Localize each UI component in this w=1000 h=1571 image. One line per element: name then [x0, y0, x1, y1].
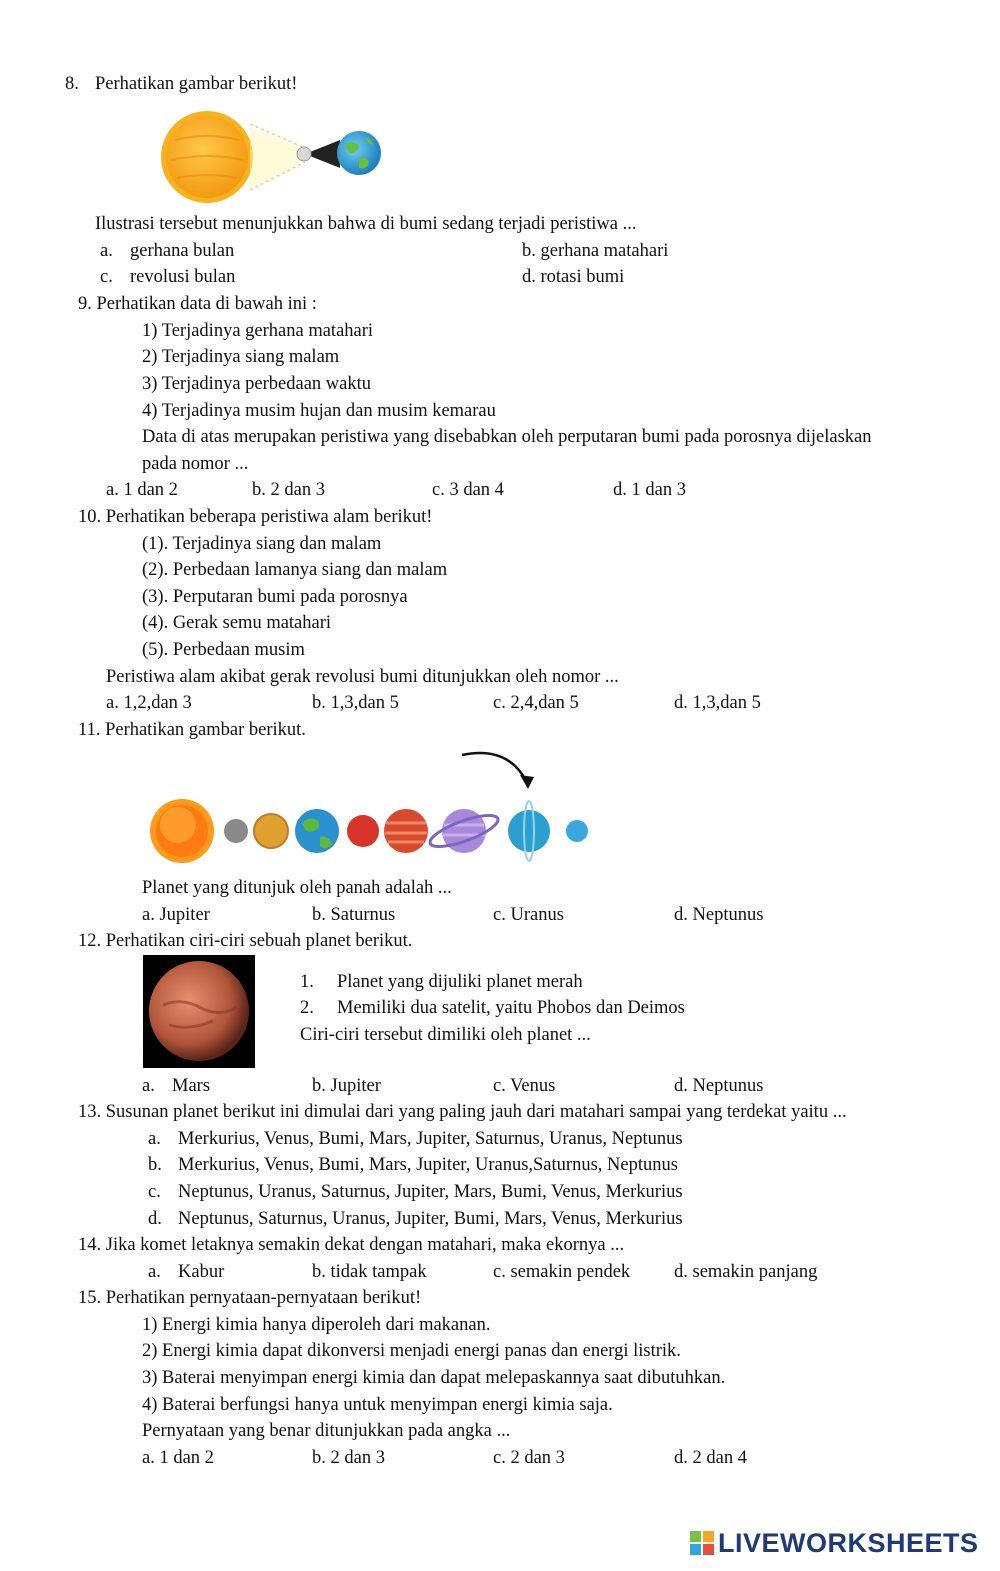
- q11-option-b[interactable]: b. Saturnus: [312, 905, 396, 925]
- q9-option-a[interactable]: a. 1 dan 2: [106, 480, 178, 500]
- sun-icon: [161, 111, 253, 203]
- q10-stem: 10. Perhatikan beberapa peristiwa alam berikut!: [78, 507, 433, 527]
- q12-item-number: 2.: [300, 998, 314, 1018]
- q12-option-c[interactable]: c. Venus: [493, 1076, 556, 1096]
- q13-option-c-letter: c.: [148, 1182, 161, 1202]
- q15-option-d[interactable]: d. 2 dan 4: [674, 1448, 747, 1468]
- q14-option-a[interactable]: Kabur: [178, 1262, 225, 1282]
- q14-stem: 14. Jika komet letaknya semakin dekat dengan matahari, maka ekornya ...: [78, 1235, 625, 1255]
- q15-option-b[interactable]: b. 2 dan 3: [312, 1448, 385, 1468]
- q12-item: Memiliki dua satelit, yaitu Phobos dan Deimos: [337, 998, 685, 1018]
- q14-option-a-letter: a.: [148, 1262, 161, 1282]
- liveworksheets-brand: LIVEWORKSHEETS: [718, 1527, 979, 1558]
- liveworksheets-logo[interactable]: [690, 1526, 979, 1560]
- q8-option-c-letter: c.: [100, 267, 113, 287]
- mars-icon: [149, 961, 249, 1061]
- q12-item-number: 1.: [300, 972, 314, 992]
- q9-item: 1) Terjadinya gerhana matahari: [142, 321, 374, 341]
- q8-option-b[interactable]: b. gerhana matahari: [522, 241, 669, 261]
- q10-option-b[interactable]: b. 1,3,dan 5: [312, 693, 399, 713]
- earth-icon: [337, 131, 381, 175]
- q10-item: (5). Perbedaan musim: [142, 640, 305, 660]
- q15-option-a[interactable]: a. 1 dan 2: [142, 1448, 214, 1468]
- q12-option-d[interactable]: d. Neptunus: [674, 1076, 764, 1096]
- q12-item: Planet yang dijuliki planet merah: [337, 972, 583, 992]
- mercury-icon: [224, 819, 248, 843]
- q10-option-c[interactable]: c. 2,4,dan 5: [493, 693, 579, 713]
- q13-option-d-letter: d.: [148, 1209, 162, 1229]
- q9-item: 4) Terjadinya musim hujan dan musim kemarau: [142, 401, 496, 421]
- q15-stem: 15. Perhatikan pernyataan-pernyataan berikut!: [78, 1288, 422, 1308]
- liveworksheets-logo-icon: [690, 1531, 714, 1555]
- q10-option-a[interactable]: a. 1,2,dan 3: [106, 693, 192, 713]
- moon-icon: [297, 147, 311, 161]
- q9-option-b[interactable]: b. 2 dan 3: [252, 480, 325, 500]
- jupiter-icon: [384, 809, 428, 853]
- q9-option-d[interactable]: d. 1 dan 3: [613, 480, 686, 500]
- q15-item: 1) Energi kimia hanya diperoleh dari makanan.: [142, 1315, 491, 1335]
- q11-stem: 11. Perhatikan gambar berikut.: [78, 720, 306, 740]
- q8-option-a-letter: a.: [100, 241, 113, 261]
- q10-item: (3). Perputaran bumi pada porosnya: [142, 587, 408, 607]
- mars-photo: [143, 955, 255, 1068]
- q11-option-c[interactable]: c. Uranus: [493, 905, 564, 925]
- q13-stem: 13. Susunan planet berikut ini dimulai dari yang paling jauh dari matahari sampai yang terdekat yaitu ...: [78, 1102, 847, 1122]
- earth-icon: [295, 809, 339, 853]
- q8-stem: Perhatikan gambar berikut!: [95, 74, 298, 94]
- q14-option-c[interactable]: c. semakin pendek: [493, 1262, 631, 1282]
- solar-eclipse-illustration: [155, 110, 385, 205]
- q15-option-c[interactable]: c. 2 dan 3: [493, 1448, 565, 1468]
- q13-option-c[interactable]: Neptunus, Uranus, Saturnus, Jupiter, Mars, Bumi, Venus, Merkurius: [178, 1182, 683, 1202]
- sunlight-beam: [250, 128, 305, 188]
- q9-item: 2) Terjadinya siang malam: [142, 347, 340, 367]
- q13-option-b[interactable]: Merkurius, Venus, Bumi, Mars, Jupiter, Uranus,Saturnus, Neptunus: [178, 1155, 678, 1175]
- q11-question: Planet yang ditunjuk oleh panah adalah ...: [142, 878, 452, 898]
- q12-option-a-letter: a.: [142, 1076, 155, 1096]
- q8-option-c[interactable]: revolusi bulan: [130, 267, 236, 287]
- q14-option-d[interactable]: d. semakin panjang: [674, 1262, 818, 1282]
- q9-stem: 9. Perhatikan data di bawah ini :: [78, 294, 317, 314]
- solar-system-illustration: [140, 745, 600, 870]
- saturn-icon: [427, 809, 501, 853]
- mars-icon: [347, 815, 379, 847]
- q12-stem: 12. Perhatikan ciri-ciri sebuah planet berikut.: [78, 931, 413, 951]
- uranus-icon: [508, 801, 550, 861]
- q9-question-line2: pada nomor ...: [142, 454, 249, 474]
- q8-option-a[interactable]: gerhana bulan: [130, 241, 235, 261]
- q8-number: 8.: [65, 74, 79, 94]
- q13-option-a[interactable]: Merkurius, Venus, Bumi, Mars, Jupiter, Saturnus, Uranus, Neptunus: [178, 1129, 683, 1149]
- q10-item: (2). Perbedaan lamanya siang dan malam: [142, 560, 448, 580]
- q8-option-d[interactable]: d. rotasi bumi: [522, 267, 625, 287]
- q13-option-b-letter: b.: [148, 1155, 162, 1175]
- q9-question-line1: Data di atas merupakan peristiwa yang disebabkan oleh perputaran bumi pada porosnya dijelaskan: [142, 427, 872, 447]
- q15-question: Pernyataan yang benar ditunjukkan pada angka ...: [142, 1421, 511, 1441]
- q12-question: Ciri-ciri tersebut dimiliki oleh planet ...: [300, 1025, 591, 1045]
- q10-item: (4). Gerak semu matahari: [142, 613, 332, 633]
- q12-option-b[interactable]: b. Jupiter: [312, 1076, 381, 1096]
- q9-item: 3) Terjadinya perbedaan waktu: [142, 374, 372, 394]
- q13-option-d[interactable]: Neptunus, Saturnus, Uranus, Jupiter, Bumi, Mars, Venus, Merkurius: [178, 1209, 683, 1229]
- q10-option-d[interactable]: d. 1,3,dan 5: [674, 693, 761, 713]
- q15-item: 4) Baterai berfungsi hanya untuk menyimpan energi kimia saja.: [142, 1395, 613, 1415]
- q10-question: Peristiwa alam akibat gerak revolusi bumi ditunjukkan oleh nomor ...: [106, 667, 619, 687]
- neptune-icon: [566, 820, 588, 842]
- q11-option-a[interactable]: a. Jupiter: [142, 905, 210, 925]
- sun-icon: [150, 799, 214, 863]
- q11-option-d[interactable]: d. Neptunus: [674, 905, 764, 925]
- q8-question: Ilustrasi tersebut menunjukkan bahwa di bumi sedang terjadi peristiwa ...: [95, 214, 637, 234]
- q9-option-c[interactable]: c. 3 dan 4: [432, 480, 504, 500]
- q15-item: 2) Energi kimia dapat dikonversi menjadi energi panas dan energi listrik.: [142, 1341, 681, 1361]
- q14-option-b[interactable]: b. tidak tampak: [312, 1262, 427, 1282]
- arrow-icon: [462, 753, 528, 785]
- q15-item: 3) Baterai menyimpan energi kimia dan dapat melepaskannya saat dibutuhkan.: [142, 1368, 726, 1388]
- q10-item: (1). Terjadinya siang dan malam: [142, 534, 382, 554]
- q13-option-a-letter: a.: [148, 1129, 161, 1149]
- q12-option-a[interactable]: Mars: [172, 1076, 211, 1096]
